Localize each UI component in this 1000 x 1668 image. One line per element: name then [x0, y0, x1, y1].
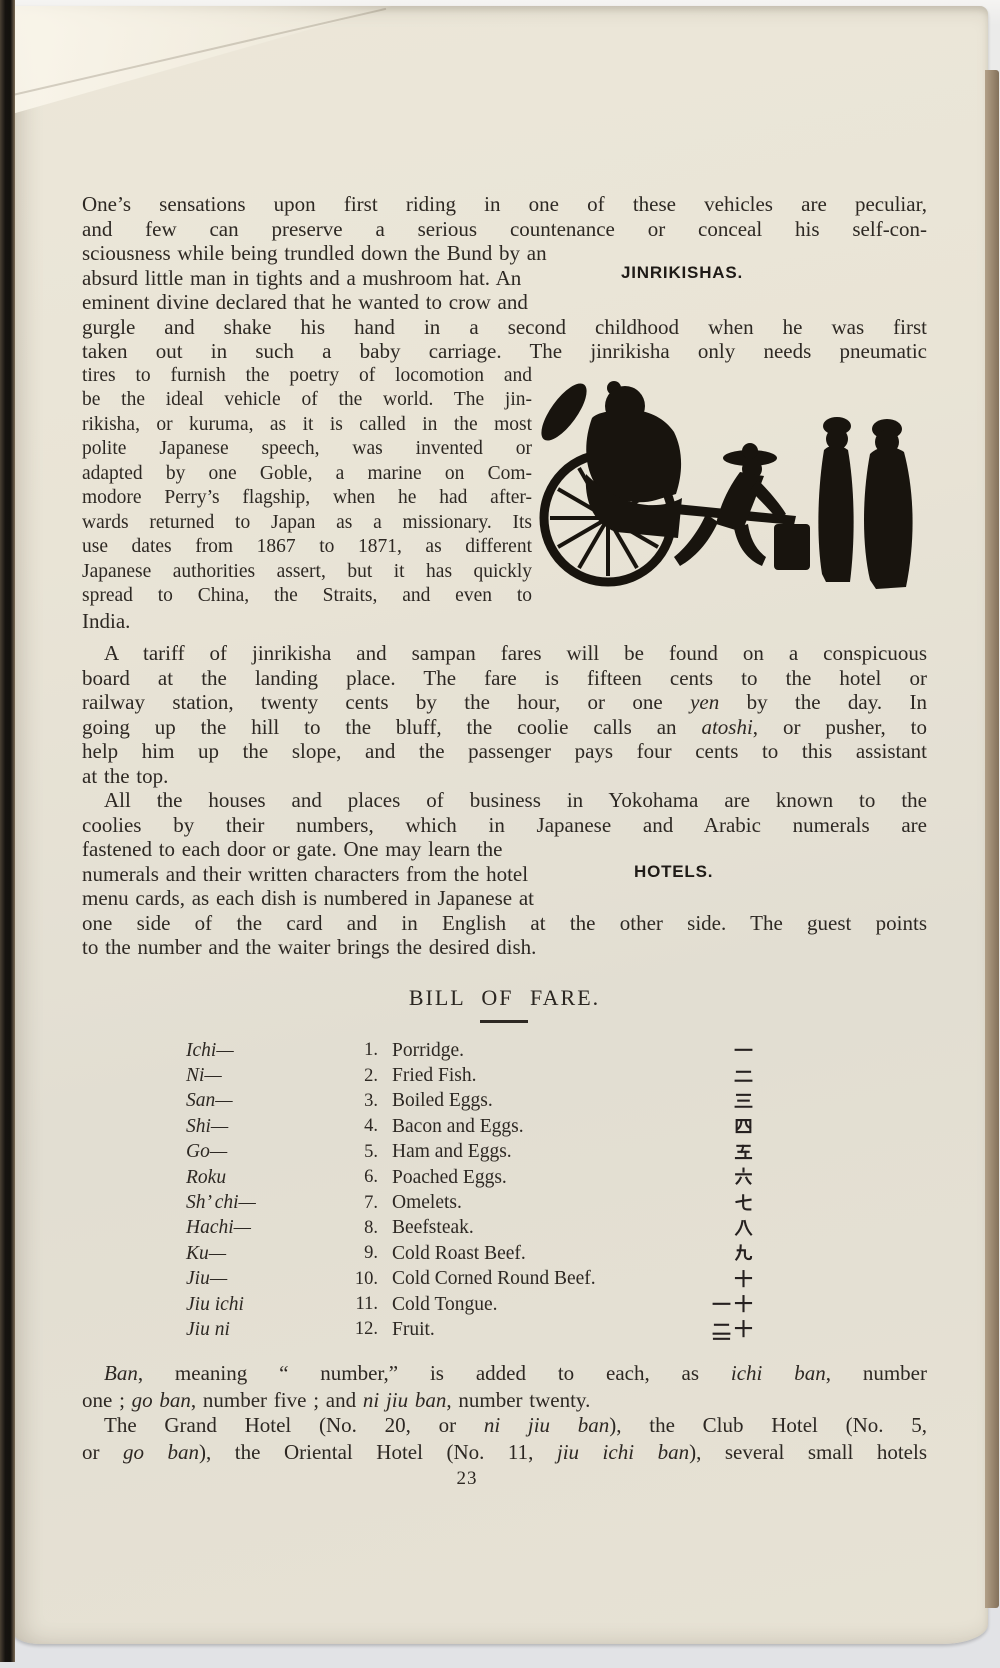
- kanji-numeral-十: [733, 1318, 754, 1341]
- dish-name: Porridge.: [392, 1039, 465, 1061]
- book-gutter-shadow: [0, 0, 15, 1662]
- text-line: numerals and their written characters from the hotel: [82, 861, 529, 886]
- text-line: polite Japanese speech, was invented or: [82, 438, 532, 459]
- kanji-numeral-五: [733, 1141, 754, 1164]
- para5-first-line: [82, 1412, 927, 1439]
- text-line: one ; go ban, number five ; and ni jiu ban, number twenty.: [82, 1387, 591, 1412]
- text-line: spread to China, the Straits, and even to: [82, 585, 532, 606]
- text-line: modore Perry’s flagship, when he had after-: [82, 487, 532, 508]
- text-line: gurgle and shake his hand in a second childhood when he was first: [82, 314, 927, 339]
- para1-lines-beside-illustration: [82, 364, 532, 609]
- page-edge-stack: [985, 70, 999, 1608]
- jinrikisha-illustration: [528, 366, 920, 598]
- kanji-numeral-七: [733, 1192, 754, 1215]
- bill-of-fare-row: [186, 1038, 786, 1063]
- para2-last-line: [82, 764, 927, 789]
- para1-lines-beside-sidehead: [82, 241, 927, 315]
- dish-number: 4.: [364, 1116, 378, 1137]
- kanji-numeral-一: [711, 1293, 732, 1316]
- text-line: Ban, meaning “ number,” is added to each, as ichi ban, number: [104, 1361, 927, 1385]
- dish-romaji: Shi—: [186, 1115, 229, 1137]
- dish-kanji-numeral: [692, 1242, 770, 1265]
- para4-first-line: [82, 1360, 927, 1387]
- dish-name: Fruit.: [392, 1318, 435, 1340]
- dish-romaji: Hachi—: [186, 1217, 251, 1239]
- paragraph-ban-number: [82, 1360, 927, 1413]
- dish-number: 1.: [364, 1040, 378, 1061]
- dish-name: Fried Fish.: [392, 1065, 477, 1087]
- kanji-numeral-八: [733, 1217, 754, 1240]
- kanji-numeral-九: [733, 1242, 754, 1265]
- dish-number: 8.: [364, 1217, 378, 1238]
- dish-number: 9.: [364, 1243, 378, 1264]
- dish-romaji: Roku: [186, 1166, 227, 1188]
- dish-kanji-numeral: [692, 1141, 770, 1164]
- dish-number: 7.: [364, 1192, 378, 1213]
- dish-romaji: San—: [186, 1090, 233, 1112]
- sidehead-jinrikishas: JINRIKISHAS.: [621, 263, 744, 282]
- text-line: sciousness while being trundled down the Bund by an: [82, 241, 547, 265]
- text-line: use dates from 1867 to 1871, as different: [82, 536, 532, 557]
- dish-romaji: Ku—: [186, 1242, 227, 1264]
- dish-romaji: Jiu ni: [186, 1318, 230, 1340]
- kanji-numeral-十: [733, 1293, 754, 1316]
- bill-of-fare-row: [186, 1216, 786, 1241]
- text-line: adapted by one Goble, a marine on Com-: [82, 462, 532, 484]
- dish-romaji: Ichi—: [186, 1039, 234, 1061]
- bill-of-fare-row: [186, 1165, 786, 1190]
- dish-number: 6.: [364, 1167, 378, 1188]
- bill-of-fare-row: [186, 1190, 786, 1215]
- dish-name: Bacon and Eggs.: [392, 1115, 524, 1137]
- text-line: taken out in such a baby carriage. The jinrikisha only needs pneumatic: [82, 339, 927, 363]
- dish-romaji: Jiu ichi: [186, 1293, 244, 1315]
- text-line: Japanese authorities assert, but it has quickly: [82, 560, 532, 582]
- dish-name: Cold Roast Beef.: [392, 1242, 526, 1264]
- para3-last-line: [82, 935, 927, 960]
- bill-of-fare-row: [186, 1063, 786, 1088]
- dish-kanji-numeral: [692, 1039, 770, 1062]
- para2-lines: [82, 641, 927, 764]
- text-line: India.: [82, 608, 131, 633]
- kanji-numeral-六: [733, 1166, 754, 1189]
- bill-of-fare-title: BILL OF FARE.: [408, 985, 601, 1010]
- dish-number: 10.: [354, 1268, 378, 1289]
- text-line: wards returned to Japan as a missionary. Its: [82, 511, 532, 533]
- paragraph-tariff: [82, 641, 927, 788]
- text-line: rikisha, or kuruma, as it is called in the most: [82, 413, 532, 435]
- bill-of-fare-row: [186, 1089, 786, 1114]
- text-line: A tariff of jinrikisha and sampan fares will be found on a conspicuous: [104, 641, 927, 665]
- bill-of-fare-table: [186, 1038, 786, 1343]
- paragraph-hotels-list: [82, 1412, 927, 1465]
- para3-full-bottom: [82, 911, 927, 936]
- para1-full-lines: [82, 192, 927, 241]
- kanji-numeral-二: [733, 1065, 754, 1088]
- dish-number: 12.: [354, 1319, 378, 1340]
- text-line: eminent divine declared that he wanted to crow and: [82, 290, 528, 314]
- para5-last-line: [82, 1439, 927, 1466]
- kanji-numeral-十: [733, 1268, 754, 1291]
- dish-number: 5.: [364, 1141, 378, 1162]
- text-line: at the top.: [82, 763, 169, 788]
- dish-name: Cold Corned Round Beef.: [392, 1268, 596, 1290]
- text-line: board at the landing place. The fare is fifteen cents to the hotel or: [82, 665, 927, 690]
- text-line: absurd little man in tights and a mushroom hat. An: [82, 265, 522, 290]
- text-line: and few can preserve a serious countenance or conceal his self-con-: [82, 216, 927, 241]
- dish-name: Omelets.: [392, 1192, 462, 1214]
- dish-kanji-numeral: [692, 1115, 770, 1138]
- text-line: railway station, twenty cents by the hour, or one yen by the day. In: [82, 690, 927, 714]
- bill-of-fare-row: [186, 1317, 786, 1342]
- jinrikisha-silhouette-svg: [528, 366, 920, 598]
- text-line: to the number and the waiter brings the desired dish.: [82, 935, 537, 959]
- text-line: help him up the slope, and the passenger pays four cents to this assistant: [82, 739, 927, 763]
- bill-of-fare-row: [186, 1267, 786, 1292]
- dish-romaji: Sh’ chi—: [186, 1192, 256, 1214]
- dish-name: Poached Eggs.: [392, 1166, 507, 1188]
- text-line: fastened to each door or gate. One may learn the: [82, 837, 503, 861]
- kanji-numeral-一: [733, 1039, 754, 1062]
- sidehead-hotels: HOTELS.: [634, 862, 714, 881]
- dish-number: 3.: [364, 1090, 378, 1111]
- para1-full-lines-mid: [82, 315, 927, 364]
- dish-kanji-numeral: [692, 1217, 770, 1240]
- dish-name: Cold Tongue.: [392, 1293, 498, 1315]
- para1-last-line: [82, 609, 927, 634]
- bill-of-fare-divider: [480, 1020, 528, 1023]
- text-line: one side of the card and in English at the other side. The guest points: [82, 910, 927, 935]
- dish-name: Boiled Eggs.: [392, 1090, 493, 1112]
- text-line: be the ideal vehicle of the world. The jin-: [82, 389, 532, 410]
- dish-kanji-numeral: [692, 1268, 770, 1291]
- kanji-numeral-四: [733, 1115, 754, 1138]
- bill-of-fare-row: [186, 1114, 786, 1139]
- dish-kanji-numeral: [692, 1166, 770, 1189]
- text-line: All the houses and places of business in Yokohama are known to the: [104, 788, 927, 812]
- para4-last-line: [82, 1387, 927, 1414]
- bill-of-fare-row: [186, 1241, 786, 1266]
- text-line: The Grand Hotel (No. 20, or ni jiu ban), the Club Hotel (No. 5,: [104, 1413, 927, 1437]
- dish-romaji: Jiu—: [186, 1268, 228, 1290]
- bill-of-fare-row: [186, 1292, 786, 1317]
- dish-kanji-numeral: [692, 1293, 770, 1316]
- dish-romaji: Ni—: [186, 1065, 222, 1087]
- paragraph-house-numbers: [82, 788, 927, 960]
- dish-kanji-numeral: [692, 1065, 770, 1088]
- dish-kanji-numeral: [692, 1192, 770, 1215]
- dish-name: Beefsteak.: [392, 1217, 474, 1239]
- dish-kanji-numeral: [692, 1090, 770, 1113]
- text-line: going up the hill to the bluff, the coolie calls an atoshi, or pusher, to: [82, 714, 927, 739]
- para3-lines-beside-sidehead: [82, 837, 927, 911]
- page-number: 23: [456, 1468, 478, 1489]
- para3-full-lines: [82, 788, 927, 837]
- kanji-numeral-三: [733, 1090, 754, 1113]
- bill-of-fare-row: [186, 1140, 786, 1165]
- text-line: tires to furnish the poetry of locomotion and: [82, 364, 532, 386]
- dish-number: 11.: [355, 1294, 378, 1315]
- dish-romaji: Go—: [186, 1141, 228, 1163]
- dish-number: 2.: [364, 1065, 378, 1086]
- dish-name: Ham and Eggs.: [392, 1141, 512, 1163]
- dish-kanji-numeral: [692, 1318, 770, 1341]
- text-line: or go ban), the Oriental Hotel (No. 11, jiu ichi ban), several small hotels: [82, 1439, 927, 1464]
- kanji-numeral-二: [711, 1318, 732, 1341]
- text-line: coolies by their numbers, which in Japanese and Arabic numerals are: [82, 812, 927, 837]
- text-line: One’s sensations upon first riding in one of these vehicles are peculiar,: [82, 192, 927, 216]
- text-line: menu cards, as each dish is numbered in Japanese at: [82, 886, 535, 910]
